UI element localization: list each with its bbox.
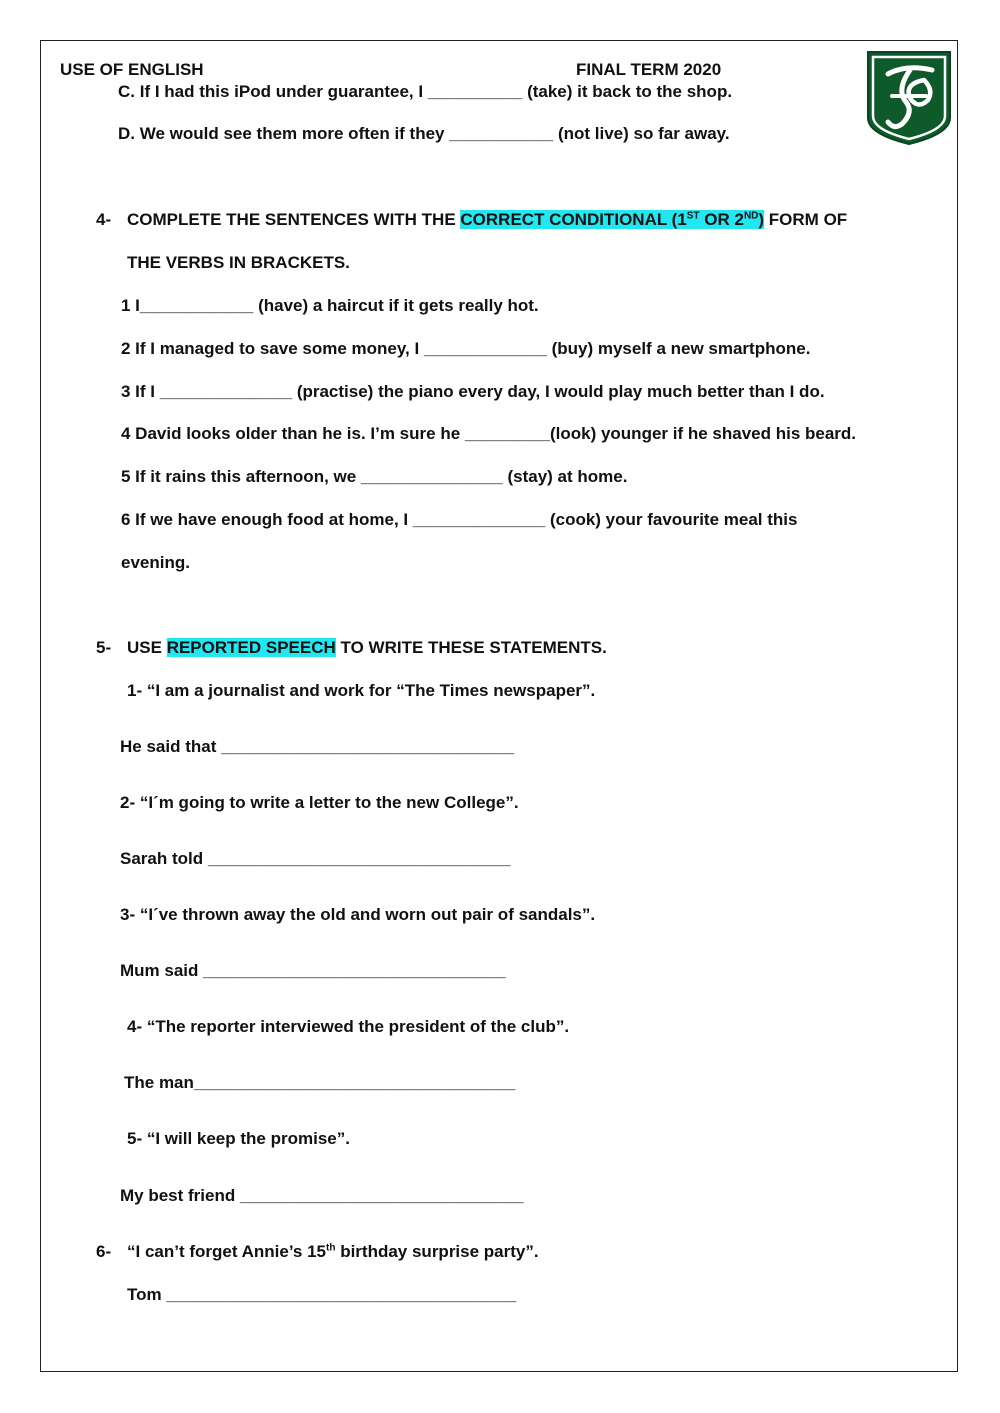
section-5-title-post: TO WRITE THESE STATEMENTS.	[335, 638, 607, 657]
section-5-answer-3: Mum said ________________________________	[120, 961, 506, 980]
item-6-quote	[127, 1242, 539, 1262]
highlight-part-b: OR 2	[699, 210, 744, 229]
item-6-quote-post: birthday surprise party”.	[335, 1242, 539, 1261]
section-4-item-6: 6 If we have enough food at home, I ______________ (cook) your favourite meal this	[121, 510, 798, 529]
section-5-answer-4: The man__________________________________	[124, 1073, 516, 1092]
section-4-title-pre: COMPLETE THE SENTENCES WITH THE	[127, 210, 461, 229]
section-5-quote-4: 4- “The reporter interviewed the president of the club”.	[127, 1017, 570, 1036]
section-5-title	[127, 638, 607, 658]
section-5-quote-1: 1- “I am a journalist and work for “The Times newspaper”.	[127, 681, 596, 700]
section-4-title-post: FORM OF	[764, 210, 848, 229]
previous-item-d: D. We would see them more often if they ___________ (not live) so far away.	[118, 124, 730, 143]
section-5-title-pre: USE	[127, 638, 167, 657]
section-5-quote-3: 3- “I´ve thrown away the old and worn out pair of sandals”.	[120, 905, 596, 924]
school-logo-icon	[866, 50, 952, 146]
section-4-item-3: 3 If I ______________ (practise) the piano every day, I would play much better than I do.	[121, 382, 825, 401]
section-5-number: 5-	[96, 638, 112, 657]
section-5-quote-2: 2- “I´m going to write a letter to the new College”.	[120, 793, 519, 812]
section-4-item-4: 4 David looks older than he is. I’m sure he _________(look) younger if he shaved his beard.	[121, 424, 857, 443]
sup-st: ST	[686, 210, 700, 222]
section-5-highlight: REPORTED SPEECH	[166, 638, 336, 657]
page-border	[40, 40, 958, 1372]
section-5-answer-1: He said that _______________________________	[120, 737, 515, 756]
section-4-highlight	[460, 210, 764, 229]
previous-item-c: C. If I had this iPod under guarantee, I __________ (take) it back to the shop.	[118, 82, 733, 101]
section-5-quote-5: 5- “I will keep the promise”.	[127, 1129, 350, 1148]
section-4-item-2: 2 If I managed to save some money, I _____________ (buy) myself a new smartphone.	[121, 339, 811, 358]
section-5-answer-2: Sarah told ________________________________	[120, 849, 511, 868]
item-6-number: 6-	[96, 1242, 112, 1261]
section-4-title	[127, 210, 847, 230]
header-subject: USE OF ENGLISH	[60, 60, 204, 79]
section-4-number: 4-	[96, 210, 112, 229]
section-4-item-1: 1 I____________ (have) a haircut if it gets really hot.	[121, 296, 539, 315]
sup-th: th	[326, 1242, 336, 1254]
header-term: FINAL TERM 2020	[576, 60, 722, 79]
section-4-item-6-cont: evening.	[121, 553, 190, 572]
item-6-answer: Tom _____________________________________	[127, 1285, 517, 1304]
section-4-title-line2: THE VERBS IN BRACKETS.	[127, 253, 350, 272]
section-4-item-5: 5 If it rains this afternoon, we _______________ (stay) at home.	[121, 467, 628, 486]
item-6-quote-pre: “I can’t forget Annie’s 15	[127, 1242, 327, 1261]
section-5-answer-5: My best friend ______________________________	[120, 1186, 524, 1205]
sup-nd: ND	[743, 210, 759, 222]
highlight-part-c: )	[758, 210, 765, 229]
highlight-part-a: CORRECT CONDITIONAL (1	[460, 210, 687, 229]
